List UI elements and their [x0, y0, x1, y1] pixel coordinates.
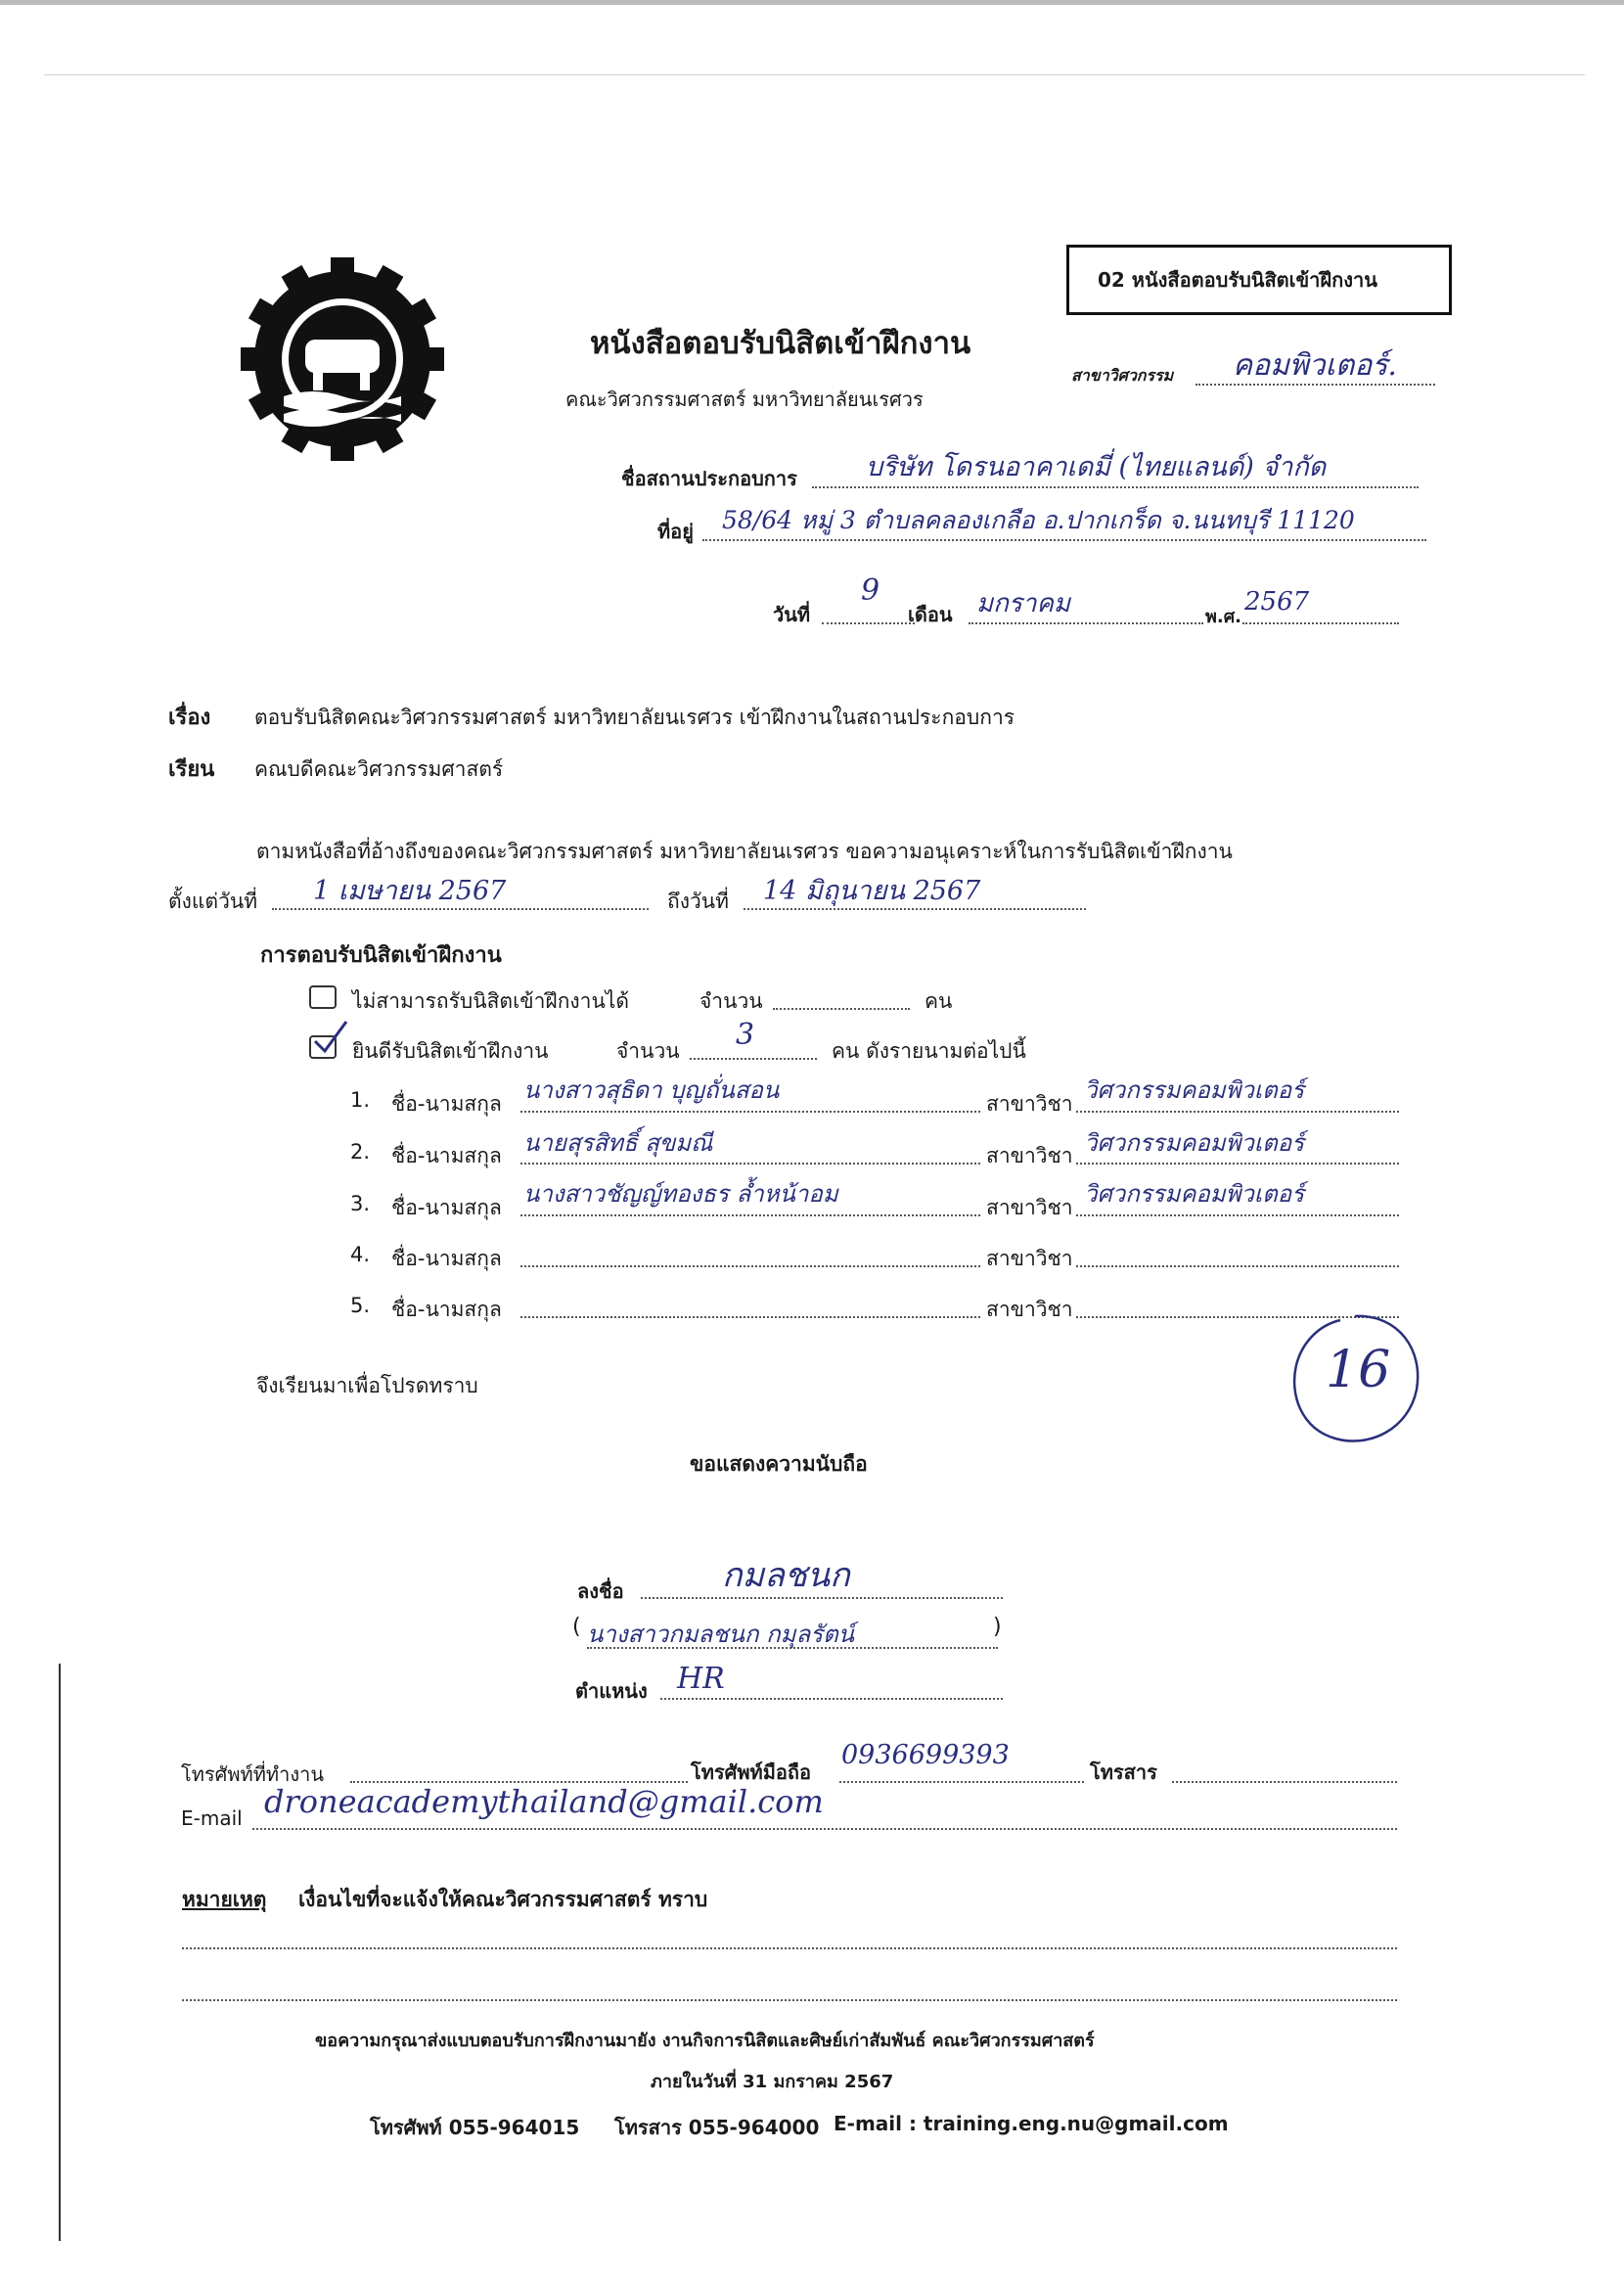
faculty-name: คณะวิศวกรรมศาสตร์ มหาวิทยาลัยนเรศวร — [565, 388, 924, 411]
company-name-label: ชื่อสถานประกอบการ — [621, 467, 797, 490]
student-major-label: สาขาวิชา — [986, 1247, 1073, 1270]
date-month-value: มกราคม — [976, 589, 1070, 618]
student-name-line — [520, 1316, 980, 1318]
reject-count-line — [773, 1008, 910, 1010]
mobile-value: 0936699393 — [841, 1740, 1010, 1770]
student-name-line — [520, 1163, 980, 1165]
address-value: 58/64 หมู่ 3 ตำบลคลองเกลือ อ.ปากเกร็ด จ.นนทบุรี 11120 — [722, 506, 1355, 534]
date-year-label: พ.ศ. — [1205, 607, 1241, 627]
date-day-label: วันที่ — [773, 603, 811, 626]
footer-instruction: ขอความกรุณาส่งแบบตอบรับการฝึกงานมายัง งานกิจการนิสิตและศิษย์เก่าสัมพันธ์ คณะวิศวกรรมศาสตร์ — [315, 2031, 1095, 2051]
student-name-line — [520, 1214, 980, 1216]
date-day-line — [822, 622, 915, 624]
circled-note — [1282, 1306, 1428, 1453]
inform-text: จึงเรียนมาเพื่อโปรดทราบ — [256, 1374, 478, 1397]
address-label: ที่อยู่ — [657, 520, 694, 543]
date-year-value: 2567 — [1244, 587, 1310, 617]
mobile-line — [839, 1781, 1084, 1783]
reject-checkbox[interactable] — [309, 985, 337, 1009]
form-code: 02 หนังสือตอบรับนิสิตเข้าฝึกงาน — [1098, 268, 1377, 292]
accept-option-label: ยินดีรับนิสิตเข้าฝึกงาน — [352, 1039, 549, 1063]
student-major-line — [1076, 1265, 1399, 1267]
scan-left-edge — [59, 1664, 61, 2241]
student-major: วิศวกรรมคอมพิวเตอร์ — [1084, 1180, 1304, 1208]
student-major: วิศวกรรมคอมพิวเตอร์ — [1084, 1076, 1304, 1104]
position-label: ตำแหน่ง — [575, 1679, 648, 1703]
printed-name-close: ) — [993, 1615, 1002, 1639]
reject-unit: คน — [925, 989, 953, 1013]
subject-text: ตอบรับนิสิตคณะวิศวกรรมศาสตร์ มหาวิทยาลัยนเรศวร เข้าฝึกงานในสถานประกอบการ — [254, 706, 1015, 729]
student-name-label: ชื่อ-นามสกุล — [391, 1144, 502, 1167]
student-major-label: สาขาวิชา — [986, 1144, 1073, 1167]
fax-label: โทรสาร — [1090, 1760, 1157, 1784]
signature: กมลชนก — [722, 1556, 850, 1595]
student-no: 4. — [350, 1243, 371, 1266]
student-no: 5. — [350, 1294, 371, 1317]
company-name-value: บริษัท โดรนอาคาเดมี่ (ไทยแลนด์) จำกัด — [866, 452, 1327, 482]
body-text: ตามหนังสือที่อ้างถึงของคณะวิศวกรรมศาสตร์ มหาวิทยาลัยนเรศวร ขอความอนุเคราะห์ในการรับนิสิตเข้าฝึกงาน — [256, 840, 1233, 863]
student-name-label: ชื่อ-นามสกุล — [391, 1196, 502, 1219]
remarks-label: หมายเหตุ — [182, 1888, 267, 1911]
document-title: หนังสือตอบรับนิสิตเข้าฝึกงาน — [590, 326, 971, 361]
remarks-text: เงื่อนไขที่จะแจ้งให้คณะวิศวกรรมศาสตร์ ทราบ — [298, 1888, 708, 1911]
student-name: นางสาวชัญญ์ทองธร ล้ำหน้าอม — [523, 1180, 838, 1208]
student-major-line — [1076, 1214, 1399, 1216]
student-no: 3. — [350, 1192, 371, 1215]
footer-email: E-mail : training.eng.nu@gmail.com — [834, 2112, 1229, 2135]
reject-option-label: ไม่สามารถรับนิสิตเข้าฝึกงานได้ — [352, 989, 630, 1013]
to-date-label: ถึงวันที่ — [667, 890, 729, 913]
email-line — [252, 1828, 1397, 1830]
regards-text: ขอแสดงความนับถือ — [690, 1452, 868, 1476]
student-name-line — [520, 1265, 980, 1267]
printed-name-open: ( — [572, 1615, 581, 1639]
student-name-label: ชื่อ-นามสกุล — [391, 1298, 502, 1321]
position-line — [660, 1698, 1003, 1700]
accept-suffix: คน ดังรายนามต่อไปนี้ — [832, 1039, 1026, 1063]
scan-top-rule — [44, 74, 1585, 75]
to-date-value: 14 มิถุนายน 2567 — [763, 876, 981, 906]
date-day-value: 9 — [861, 573, 880, 608]
to-text: คณบดีคณะวิศวกรรมศาสตร์ — [254, 757, 504, 781]
to-label: เรียน — [168, 757, 215, 782]
circled-note-text: 16 — [1326, 1341, 1391, 1399]
fax-line — [1172, 1781, 1397, 1783]
sign-label: ลงชื่อ — [577, 1579, 624, 1603]
reject-count-label: จำนวน — [699, 989, 763, 1013]
student-major-line — [1076, 1163, 1399, 1165]
mobile-label: โทรศัพท์มือถือ — [691, 1760, 812, 1784]
work-phone-label: โทรศัพท์ที่ทำงาน — [181, 1762, 324, 1786]
student-name-line — [520, 1111, 980, 1113]
footer-phone: โทรศัพท์ 055-964015 — [370, 2116, 580, 2139]
footer-fax: โทรสาร 055-964000 — [614, 2116, 820, 2139]
student-no: 2. — [350, 1140, 371, 1164]
student-major-label: สาขาวิชา — [986, 1298, 1073, 1321]
student-name: นางสาวสุธิดา บุญถั่นสอน — [523, 1076, 780, 1104]
printed-name: นางสาวกมลชนก กมุลรัตน์ — [587, 1621, 855, 1648]
scan-top-edge — [0, 0, 1624, 5]
footer-deadline: ภายในวันที่ 31 มกราคม 2567 — [651, 2072, 894, 2092]
university-logo — [240, 256, 445, 462]
checkmark-icon — [311, 1018, 350, 1057]
gear-seal-icon — [240, 256, 445, 462]
position-value: HR — [677, 1662, 725, 1696]
branch-label: สาขาวิศวกรรม — [1071, 366, 1174, 385]
accept-count-value: 3 — [736, 1018, 755, 1052]
email-label: E-mail — [181, 1806, 243, 1830]
date-year-line — [1242, 622, 1399, 624]
from-date-value: 1 เมษายน 2567 — [313, 876, 507, 906]
date-month-label: เดือน — [908, 603, 953, 626]
student-major-line — [1076, 1111, 1399, 1113]
student-major-label: สาขาวิชา — [986, 1196, 1073, 1219]
student-name: นายสุรสิทธิ์ สุขมณี — [523, 1129, 713, 1157]
acceptance-heading: การตอบรับนิสิตเข้าฝึกงาน — [260, 943, 502, 968]
remarks-line-1 — [182, 1947, 1397, 1949]
email-value: droneacademythailand@gmail.com — [264, 1783, 824, 1820]
from-date-label: ตั้งแต่วันที่ — [168, 890, 258, 913]
branch-value: คอมพิวเตอร์. — [1233, 348, 1397, 383]
subject-label: เรื่อง — [168, 706, 211, 730]
student-name-label: ชื่อ-นามสกุล — [391, 1092, 502, 1116]
student-major-label: สาขาวิชา — [986, 1092, 1073, 1116]
student-name-label: ชื่อ-นามสกุล — [391, 1247, 502, 1270]
accept-count-line — [690, 1058, 817, 1060]
remarks-line-2 — [182, 1999, 1397, 2001]
accept-count-label: จำนวน — [616, 1039, 680, 1063]
student-no: 1. — [350, 1088, 371, 1112]
student-major: วิศวกรรมคอมพิวเตอร์ — [1084, 1129, 1304, 1157]
